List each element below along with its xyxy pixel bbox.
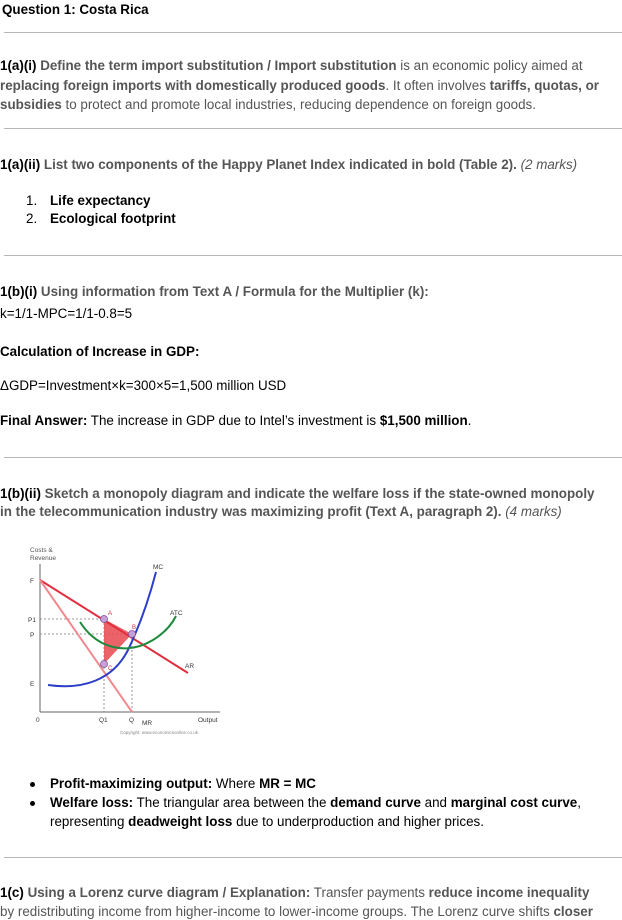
- q1ai-bold-text: replacing foreign imports with domestically produced goods: [0, 78, 386, 93]
- q1bii-heading-line-2: [0, 504, 562, 520]
- bullet-icon: [30, 782, 35, 787]
- bullet-label: Profit-maximizing output:: [50, 776, 213, 791]
- q1ai-heading: Define the term import substitution / Import substitution: [40, 58, 397, 73]
- divider: [4, 857, 622, 858]
- question-title: Question 1: Costa Rica: [2, 2, 149, 17]
- label-origin: 0: [36, 717, 40, 724]
- multiplier-formula: k=1/1-MPC=1/1-0.8=5: [0, 306, 133, 321]
- ar-curve: [40, 580, 188, 673]
- label-q: Q: [129, 717, 135, 724]
- q1c-bold-text: reduce income inequality: [428, 885, 590, 900]
- q1c-text: Transfer payments: [310, 885, 429, 900]
- label-c: C: [108, 666, 113, 672]
- label-a: A: [108, 611, 113, 617]
- divider: [4, 255, 622, 256]
- bullet-bold: deadweight loss: [128, 814, 233, 829]
- y-axis-label-1: Costs &: [30, 547, 53, 554]
- x-axis-label: Output: [198, 717, 218, 724]
- q1bi-heading-line: [0, 284, 429, 300]
- q1c-line-1: [0, 885, 589, 901]
- q1ai-line-3: [0, 97, 536, 113]
- label-e: E: [30, 681, 35, 688]
- gdp-calculation: ΔGDP=Investment×k=300×5=1,500 million USD: [0, 378, 287, 393]
- bullet-text: representing: [50, 814, 129, 829]
- divider: [4, 32, 622, 33]
- list-number: 2.: [26, 211, 38, 226]
- bullet-bold: marginal cost curve: [450, 795, 578, 810]
- q1ai-text: to protect and promote local industries, reducing dependence on foreign goods.: [61, 97, 536, 112]
- list-number: 1.: [26, 193, 38, 208]
- final-answer-end: .: [467, 413, 472, 428]
- q1ai-bold-text: tariffs, quotas, or: [489, 78, 599, 93]
- bullet-icon: [30, 801, 35, 806]
- q1ai-line-2: [0, 78, 599, 94]
- monopoly-diagram: [28, 540, 224, 740]
- bullet-bold: demand curve: [330, 795, 421, 810]
- point-a: [101, 616, 108, 623]
- label-mc: MC: [153, 564, 164, 571]
- q1ai-label: 1(a)(i): [0, 58, 37, 73]
- label-p1: P1: [28, 617, 36, 624]
- q1aii-marks: (2 marks): [520, 157, 578, 172]
- q1bii-heading: in the telecommunication industry was maximizing profit (Text A, paragraph 2).: [0, 504, 502, 519]
- q1c-text: by redistributing income from higher-income to lower-income groups. The Lorenz curve shifts: [0, 904, 554, 919]
- divider: [4, 128, 622, 129]
- bullet-continuation: [50, 814, 484, 830]
- bullet-bold: MR = MC: [259, 776, 316, 791]
- label-mr: MR: [142, 720, 153, 727]
- welfare-loss-triangle: [104, 619, 132, 664]
- bullet-text: due to underproduction and higher prices.: [232, 814, 484, 829]
- q1aii-heading: List two components of the Happy Planet Index indicated in bold (Table 2).: [43, 157, 517, 172]
- final-answer-value: $1,500 million: [379, 413, 468, 428]
- final-answer-line: [0, 413, 471, 429]
- bullet-text: Where: [212, 776, 260, 791]
- bullet-text: The triangular area between the: [133, 795, 331, 810]
- q1bii-marks: (4 marks): [505, 504, 562, 519]
- label-p: P: [30, 632, 35, 639]
- divider: [4, 457, 622, 458]
- point-c: [101, 661, 108, 668]
- label-atc: ATC: [170, 610, 183, 617]
- q1aii-label: 1(a)(ii): [0, 157, 41, 172]
- q1bii-heading: Sketch a monopoly diagram and indicate the welfare loss if the state-owned monopoly: [44, 486, 595, 501]
- q1ai-text: . It often involves: [385, 78, 490, 93]
- bullet-text: and: [420, 795, 451, 810]
- label-q1: Q1: [99, 717, 108, 724]
- list-item-text: Life expectancy: [50, 193, 151, 208]
- q1c-line-2: [0, 904, 593, 920]
- label-ar: AR: [185, 663, 195, 670]
- y-axis-label-2: Revenue: [30, 555, 57, 562]
- calc-heading: Calculation of Increase in GDP:: [0, 344, 200, 359]
- list-item-text: Ecological footprint: [50, 211, 176, 226]
- label-f: F: [30, 578, 34, 585]
- bullet-text: ,: [577, 795, 581, 810]
- bullet-label: Welfare loss:: [50, 795, 134, 810]
- final-answer-text: The increase in GDP due to Intel’s investment is: [87, 413, 380, 428]
- q1ai-bold-text: subsidies: [0, 97, 62, 112]
- q1bi-label: 1(b)(i): [0, 284, 38, 299]
- final-answer-label: Final Answer:: [0, 413, 88, 428]
- q1bii-heading-line-1: [0, 486, 595, 502]
- q1bii-label: 1(b)(ii): [0, 486, 41, 501]
- q1ai-line-1: [0, 58, 583, 74]
- q1bi-heading: Using information from Text A / Formula for the Multiplier (k):: [40, 284, 429, 299]
- copyright-text: Copyright: www.economicsonline.co.uk: [120, 730, 199, 735]
- label-b: B: [132, 625, 137, 631]
- q1c-label: 1(c): [0, 885, 24, 900]
- q1ai-text: is an economic policy aimed at: [396, 58, 583, 73]
- point-b: [129, 631, 136, 638]
- q1c-bold-text: closer: [553, 904, 593, 919]
- q1aii-heading-line: [0, 157, 577, 173]
- q1c-heading: Using a Lorenz curve diagram / Explanation:: [27, 885, 311, 900]
